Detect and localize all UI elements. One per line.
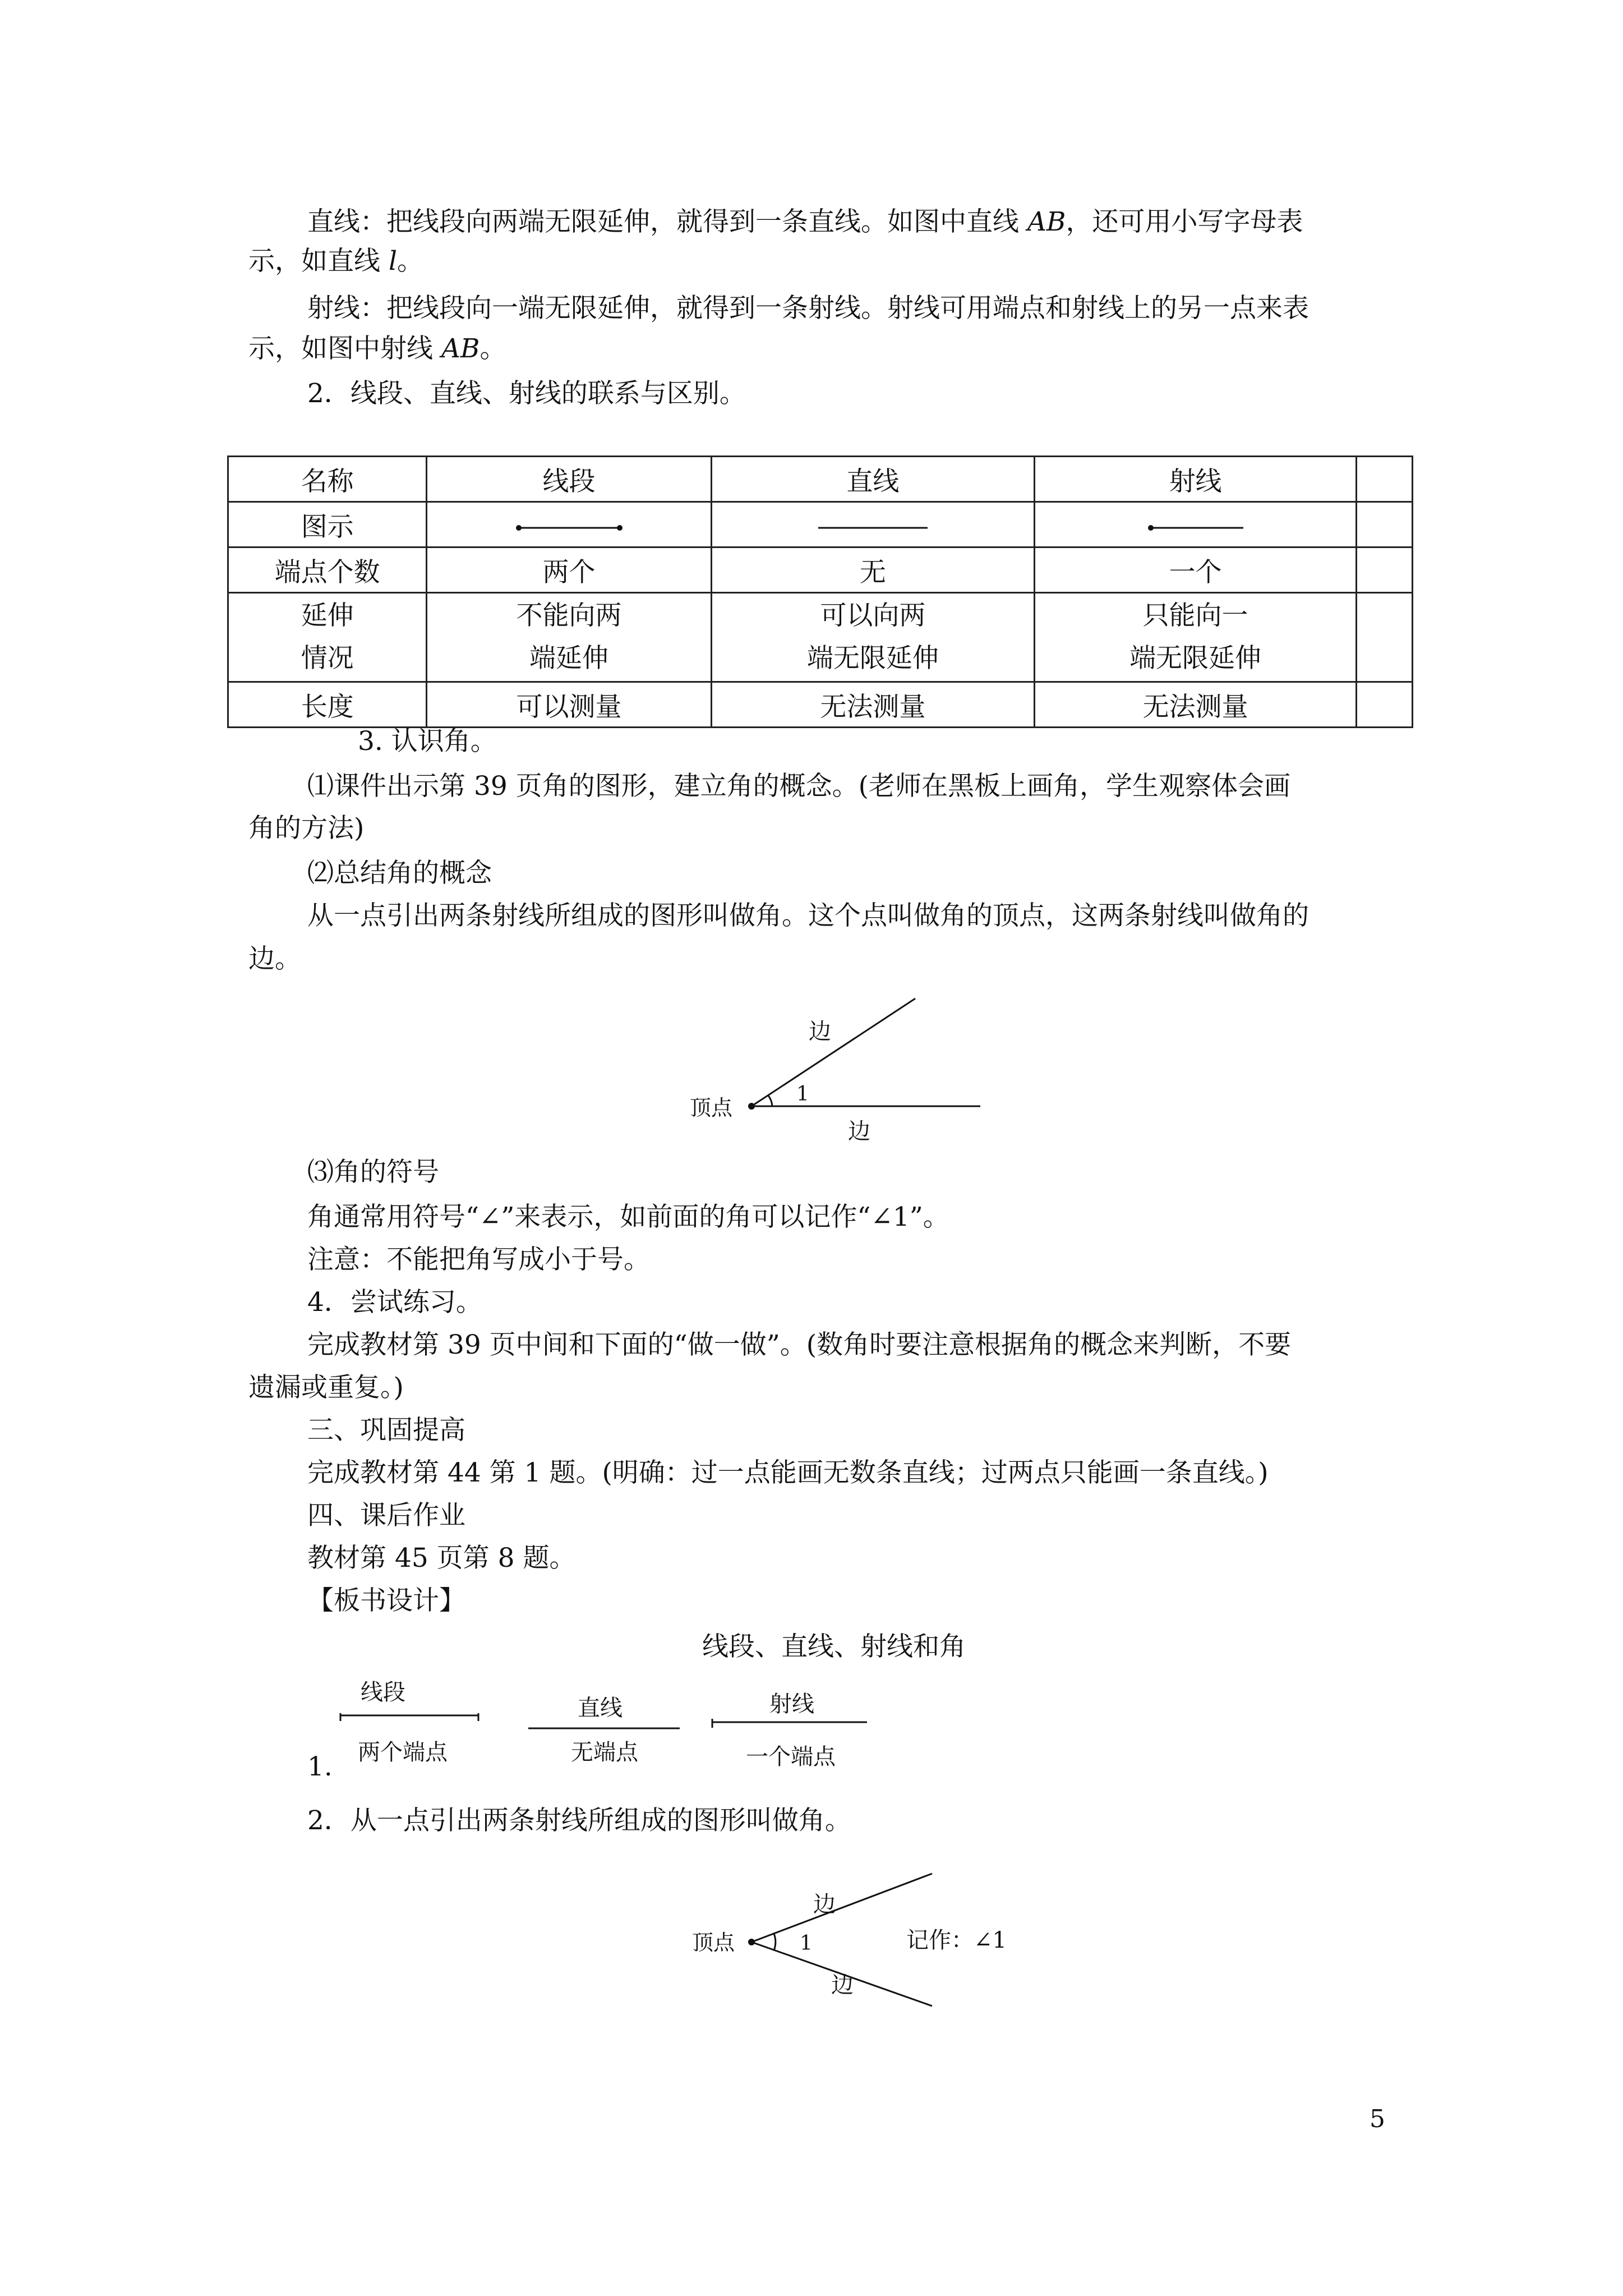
- board-angle-figure: [690, 1862, 1094, 2008]
- angle-mark: 1: [796, 1083, 809, 1106]
- table-row-extension: [228, 593, 1413, 682]
- board-segment-icon: [339, 1713, 479, 1724]
- board-segment-label: 线段: [361, 1680, 405, 1705]
- figure-label: 图示: [228, 502, 427, 547]
- header-line: 直线: [711, 457, 1034, 502]
- board-line-label: 直线: [578, 1695, 623, 1721]
- endpoints-segment: 两个: [427, 547, 711, 593]
- section-3-title: 3. 认识角。: [358, 726, 497, 757]
- line-definition-2: [248, 245, 423, 278]
- blank-cell: [1357, 682, 1413, 728]
- angle-side-bottom: 边: [848, 1119, 870, 1144]
- board-segment-sub: 两个端点: [358, 1740, 448, 1765]
- endpoints-label: 端点个数: [228, 547, 427, 593]
- board-angle-side-top: 边: [813, 1892, 836, 1917]
- endpoints-line: 无: [711, 547, 1034, 593]
- board-angle-vertex: 顶点: [692, 1930, 735, 1955]
- consolidate-text: 完成教材第 44 第 1 题。(明确：过一点能画无数条直线；过两点只能画一条直线。): [307, 1457, 1269, 1488]
- header-ray: 射线: [1034, 457, 1356, 502]
- board-angle-side-bottom: 边: [831, 1972, 854, 1998]
- board-ray-sub: 一个端点: [746, 1744, 836, 1770]
- table-row-header: [228, 457, 1413, 502]
- page-number: 5: [1370, 2105, 1385, 2133]
- board-line-icon: [528, 1726, 680, 1731]
- section-3-item-1a: ⑴课件出示第 39 页角的图形，建立角的概念。(老师在黑板上画角，学生观察体会画: [307, 771, 1291, 802]
- board-title: 线段、直线、射线和角: [702, 1631, 966, 1662]
- length-segment: 可以测量: [427, 682, 711, 728]
- angle-vertex: 顶点: [690, 1096, 733, 1120]
- line-def-ab: AB: [1027, 206, 1066, 237]
- table-row-endpoints: [228, 547, 1413, 593]
- angle-definition-b: 边。: [248, 944, 301, 974]
- ray-figure-icon: [1148, 522, 1243, 533]
- line-def-text: 直线：把线段向两端无限延伸，就得到一条直线。如图中直线: [307, 206, 1027, 237]
- ray-def-text: 射线：把线段向一端无限延伸，就得到一条射线。射线可用端点和射线上的另一点来表: [307, 293, 1309, 324]
- header-segment: 线段: [427, 457, 711, 502]
- section-4-title: 4．尝试练习。: [307, 1287, 482, 1318]
- ray-def-ab: AB: [441, 333, 480, 364]
- homework-text: 教材第 45 页第 8 题。: [307, 1543, 576, 1573]
- angle-symbol-text: 角通常用符号“∠”来表示，如前面的角可以记作“∠1”。: [307, 1202, 949, 1232]
- angle-definition-a: 从一点引出两条射线所组成的图形叫做角。这个点叫做角的顶点，这两条射线叫做角的: [307, 900, 1309, 931]
- extension-label: 延伸 情况: [228, 593, 427, 682]
- section-4-text-a: 完成教材第 39 页中间和下面的“做一做”。(数角时要注意根据角的概念来判断，不要: [307, 1329, 1292, 1360]
- angle-symbol-heading: ⑶角的符号: [307, 1157, 439, 1188]
- ray-figure: [1034, 502, 1356, 547]
- angle-note: 注意：不能把角写成小于号。: [307, 1244, 650, 1275]
- section-3-item-2: ⑵总结角的概念: [307, 858, 492, 889]
- board-angle-mark: 1: [800, 1932, 813, 1955]
- board-item-2: 2．从一点引出两条射线所组成的图形叫做角。: [307, 1805, 851, 1836]
- board-ray-icon: [711, 1719, 867, 1730]
- extension-ray: 只能向一 端无限延伸: [1034, 593, 1356, 682]
- blank-cell: [1357, 547, 1413, 593]
- table-row-figure: [228, 502, 1413, 547]
- line-definition-1: [307, 205, 1303, 239]
- section-4-text-b: 遗漏或重复。): [248, 1372, 404, 1403]
- extension-segment: 不能向两 端延伸: [427, 593, 711, 682]
- line-figure: [711, 502, 1034, 547]
- header-name: 名称: [228, 457, 427, 502]
- line-figure-icon: [818, 522, 928, 533]
- extension-line: 可以向两 端无限延伸: [711, 593, 1034, 682]
- length-ray: 无法测量: [1034, 682, 1356, 728]
- segment-figure: [427, 502, 711, 547]
- ray-def-text-b: 示，如图中射线: [248, 333, 441, 364]
- line-def-text-d: 。: [397, 246, 423, 277]
- ray-definition-2: [248, 332, 506, 366]
- angle-side-top: 边: [809, 1019, 831, 1045]
- board-item-1: 1.: [307, 1751, 333, 1782]
- board-heading: 【板书设计】: [307, 1585, 465, 1616]
- segment-figure-icon: [516, 522, 623, 533]
- ray-def-text-c: 。: [479, 333, 506, 364]
- ray-definition-1: [307, 292, 1309, 325]
- board-angle-notation: 记作：∠1: [906, 1927, 1007, 1953]
- line-def-text-b: ，还可用小写字母表: [1066, 206, 1303, 237]
- blank-cell: [1357, 593, 1413, 682]
- consolidate-title: 三、巩固提高: [307, 1415, 465, 1446]
- homework-title: 四、课后作业: [307, 1500, 465, 1531]
- angle-figure: [673, 987, 998, 1156]
- length-line: 无法测量: [711, 682, 1034, 728]
- comparison-table: [227, 455, 1413, 728]
- board-line-sub: 无端点: [571, 1740, 638, 1765]
- table-row-length: [228, 682, 1413, 728]
- line-def-text-c: 示，如直线: [248, 246, 389, 277]
- item-2-heading: 2．线段、直线、射线的联系与区别。: [307, 378, 746, 409]
- blank-cell: [1357, 457, 1413, 502]
- length-label: 长度: [228, 682, 427, 728]
- endpoints-ray: 一个: [1034, 547, 1356, 593]
- section-3-item-1b: 角的方法): [248, 813, 365, 844]
- board-ray-label: 射线: [769, 1691, 814, 1717]
- blank-cell: [1357, 502, 1413, 547]
- line-def-l: l: [388, 246, 397, 277]
